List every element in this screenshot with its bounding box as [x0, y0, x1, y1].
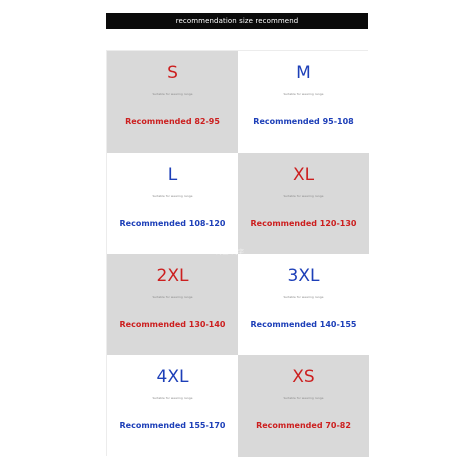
size-range: Recommended 95-108	[253, 117, 354, 126]
size-range: Recommended 120-130	[250, 219, 357, 228]
size-note: Suitable for wearing range	[283, 92, 324, 96]
size-note: Suitable for wearing range	[152, 92, 193, 96]
size-range: Recommended 130-140	[119, 320, 226, 329]
size-card-s	[107, 51, 238, 153]
size-chart-header: recommendation size recommend	[106, 13, 368, 29]
size-card-l	[107, 153, 238, 254]
size-label: S	[167, 63, 178, 83]
size-range: Recommended 82-95	[125, 117, 220, 126]
size-card-m	[238, 51, 369, 153]
size-card-xs	[238, 355, 369, 457]
watermark: 淘宝 文字	[216, 249, 245, 256]
size-card-2xl	[107, 254, 238, 355]
size-note: Suitable for wearing range	[152, 396, 193, 400]
size-range: Recommended 70-82	[256, 421, 351, 430]
size-card-xl	[238, 153, 369, 254]
size-card-3xl	[238, 254, 369, 355]
size-label: 4XL	[156, 367, 189, 387]
size-range: Recommended 108-120	[119, 219, 226, 228]
size-range: Recommended 140-155	[250, 320, 357, 329]
size-label: M	[296, 63, 311, 83]
size-note: Suitable for wearing range	[283, 396, 324, 400]
size-label: L	[167, 165, 178, 185]
size-note: Suitable for wearing range	[152, 194, 193, 198]
size-note: Suitable for wearing range	[283, 194, 324, 198]
size-label: 2XL	[156, 266, 189, 286]
size-card-4xl	[107, 355, 238, 457]
size-label: XS	[292, 367, 315, 387]
size-note: Suitable for wearing range	[283, 295, 324, 299]
size-label: XL	[292, 165, 315, 185]
size-label: 3XL	[287, 266, 320, 286]
size-note: Suitable for wearing range	[152, 295, 193, 299]
size-range: Recommended 155-170	[119, 421, 226, 430]
